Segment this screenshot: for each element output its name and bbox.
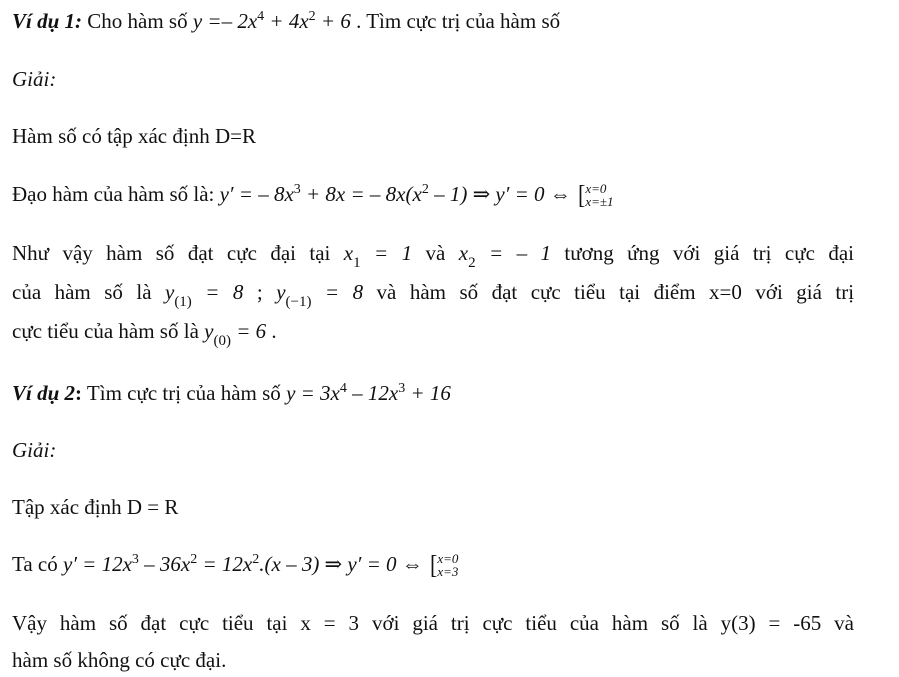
derivative-2-exp-b: 2 bbox=[190, 552, 198, 567]
example-1-label: Ví dụ 1: bbox=[12, 9, 83, 33]
example-1-conclusion-line-3 bbox=[12, 318, 277, 347]
function-1-part-b: + 4x bbox=[264, 9, 309, 33]
example-1-domain: Hàm số có tập xác định D=R bbox=[12, 124, 256, 148]
function-1-part-c: + 6 bbox=[315, 9, 351, 33]
y0-subscript: (0) bbox=[213, 333, 231, 349]
example-2-conclusion-line-2: hàm số không có cực đại. bbox=[12, 648, 227, 672]
example-2-derivative bbox=[12, 551, 458, 581]
example-1-task: . Tìm cực trị của hàm số bbox=[350, 9, 561, 33]
derivative-2-part-a: y′ = 12x bbox=[63, 552, 132, 576]
example-1-text: Cho hàm số bbox=[82, 9, 193, 33]
case-2-top: x=0 bbox=[437, 551, 459, 567]
conclusion-1-text-a: Như vậy hàm số đạt cực đại tại bbox=[12, 241, 344, 265]
function-1-exp-b: 2 bbox=[308, 9, 316, 24]
case-2-bottom: x=3 bbox=[437, 564, 459, 580]
example-1-derivative bbox=[12, 181, 614, 211]
function-2-part-c: + 16 bbox=[405, 381, 451, 405]
derivative-1-part-c: – 1) ⇒ y′ = 0 ⇔ bbox=[428, 182, 577, 206]
derivative-2-part-b: – 36x bbox=[138, 552, 191, 576]
example-2-colon: : bbox=[75, 381, 83, 405]
conclusion-2-text-a: của hàm số là bbox=[12, 280, 165, 304]
derivative-1-exp-a: 3 bbox=[293, 182, 301, 197]
derivative-2-intro: Ta có bbox=[12, 552, 64, 576]
function-2-exp-b: 3 bbox=[398, 381, 406, 396]
x1-subscript: 1 bbox=[353, 255, 361, 271]
derivative-1-exp-b: 2 bbox=[421, 182, 429, 197]
example-1-heading bbox=[12, 8, 560, 38]
function-1-part-a: y =– 2x bbox=[192, 9, 258, 33]
derivative-2-exp-a: 3 bbox=[131, 552, 139, 567]
conclusion-3-text-a: cực tiểu của hàm số là bbox=[12, 319, 205, 343]
example-2-domain: Tập xác định D = R bbox=[12, 495, 179, 519]
y2-subscript: (−1) bbox=[285, 294, 312, 310]
conclusion-3-period: . bbox=[266, 319, 277, 343]
case-bracket-1 bbox=[578, 180, 614, 208]
y1-subscript: (1) bbox=[174, 294, 192, 310]
derivative-2-exp-c: 2 bbox=[252, 552, 260, 567]
conclusion-2-text-c: và hàm số đạt cực tiểu tại điểm x=0 với giá trị bbox=[363, 280, 855, 304]
derivative-1-part-b: + 8x = – 8x(x bbox=[300, 182, 422, 206]
example-1-conclusion-line-1 bbox=[12, 240, 854, 269]
example-2-label: Ví dụ 2 bbox=[12, 381, 76, 405]
x2-value: = – 1 bbox=[475, 241, 551, 265]
conclusion-1-text-b: và bbox=[412, 241, 459, 265]
derivative-1-part-a: y′ = – 8x bbox=[219, 182, 294, 206]
example-2-heading bbox=[12, 380, 451, 410]
derivative-2-part-d: .(x – 3) ⇒ y′ = 0 ⇔ bbox=[259, 552, 428, 576]
x1-symbol: x bbox=[343, 241, 354, 265]
y0-symbol: y bbox=[204, 319, 214, 343]
y1-value: = 8 bbox=[191, 280, 244, 304]
y1-symbol: y bbox=[164, 280, 175, 304]
derivative-2-part-c: = 12x bbox=[197, 552, 253, 576]
y2-value: = 8 bbox=[311, 280, 364, 304]
solution-1-label: Giải: bbox=[12, 67, 57, 91]
left-bracket-icon: [ bbox=[430, 549, 438, 580]
conclusion-1-text-c: tương ứng với giá trị cực đại bbox=[551, 241, 855, 265]
function-1-exp-a: 4 bbox=[257, 9, 265, 24]
conclusion-2-separator: ; bbox=[243, 280, 277, 304]
function-2-part-b: – 12x bbox=[346, 381, 399, 405]
x1-value: = 1 bbox=[360, 241, 413, 265]
example-2-conclusion-line-1: Vậy hàm số đạt cực tiểu tại x = 3 với giá trị cực tiểu của hàm số là y(3) = -65 và bbox=[12, 611, 854, 635]
solution-2-label: Giải: bbox=[12, 438, 57, 462]
left-bracket-icon: [ bbox=[578, 179, 586, 210]
x2-symbol: x bbox=[458, 241, 469, 265]
example-1-conclusion-line-2 bbox=[12, 279, 854, 308]
y0-value: = 6 bbox=[230, 319, 267, 343]
function-2-part-a: y = 3x bbox=[286, 381, 340, 405]
case-1-bottom: x=±1 bbox=[585, 194, 614, 210]
y2-symbol: y bbox=[276, 280, 286, 304]
case-bracket-2 bbox=[430, 550, 458, 578]
function-2-exp-a: 4 bbox=[339, 381, 347, 396]
case-1-top: x=0 bbox=[585, 181, 607, 197]
derivative-1-intro: Đạo hàm của hàm số là: bbox=[12, 182, 220, 206]
example-2-text: Tìm cực trị của hàm số bbox=[82, 381, 287, 405]
x2-subscript: 2 bbox=[468, 255, 476, 271]
